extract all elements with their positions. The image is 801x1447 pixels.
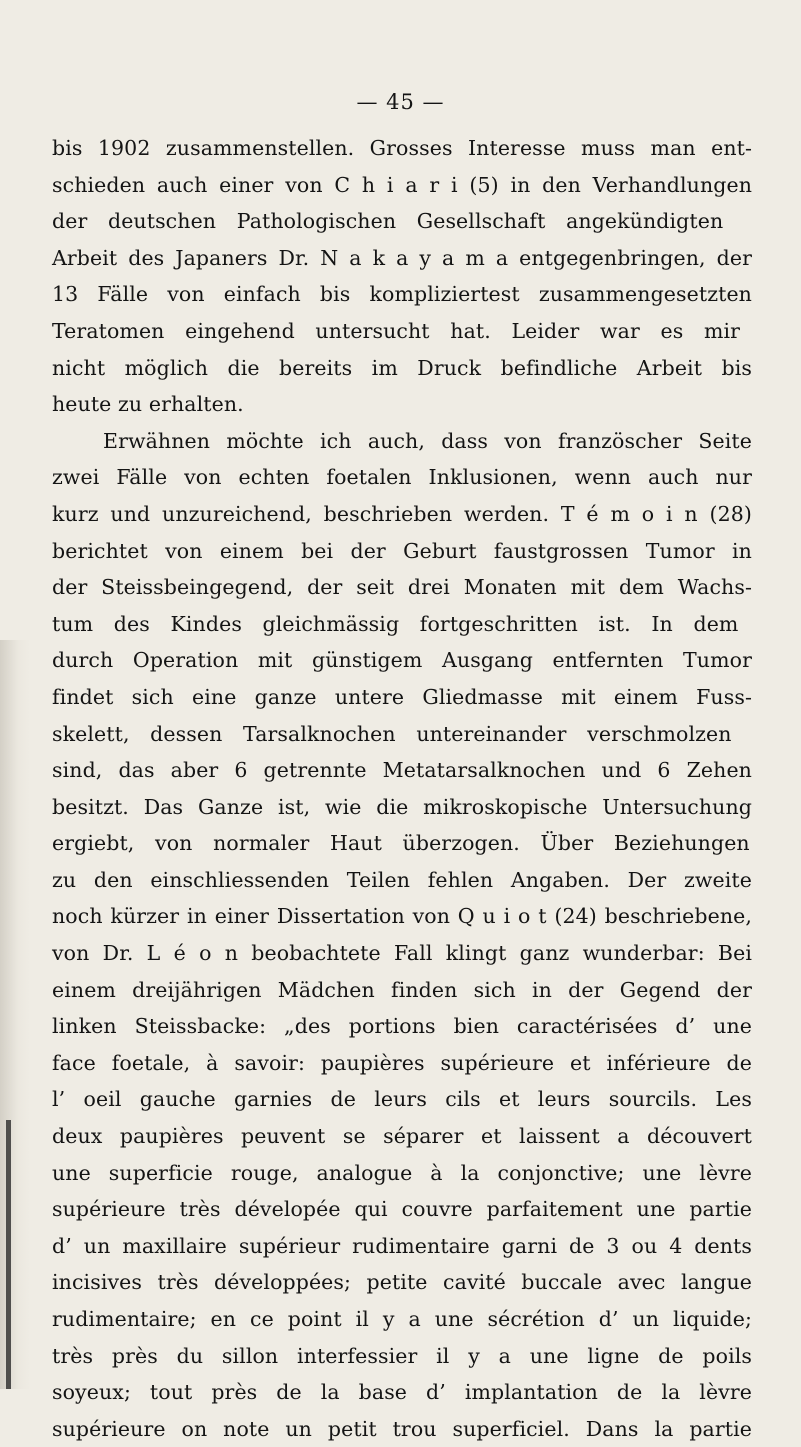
text-line: einem dreijährigen Mädchen finden sich in der Gegend der — [52, 977, 752, 1002]
text-line: zwei Fälle von echten foetalen Inklusionen, wenn auch nur — [52, 465, 752, 490]
text-line: deux paupières peuvent se séparer et laissent a découvert — [52, 1124, 752, 1149]
page-number: — 45 — — [356, 90, 445, 114]
text-line: face foetale, à savoir: paupières supérieure et inférieure de — [52, 1050, 752, 1075]
text-line: bis 1902 zusammenstellen. Grosses Interesse muss man ent- — [52, 136, 752, 160]
text-line: une superficie rouge, analogue à la conjonctive; une lèvre — [52, 1160, 752, 1185]
scan-shadow-edge — [0, 640, 30, 1389]
text-line: supérieure on note un petit trou superficiel. Dans la partie — [52, 1416, 752, 1441]
scan-binding-edge — [6, 1120, 11, 1389]
text-line: skelett, dessen Tarsalknochen untereinander verschmolzen — [52, 721, 732, 746]
body-text — [52, 130, 752, 1447]
text-line: kurz und unzureichend, beschrieben werden. T é m o i n (28) — [52, 501, 752, 526]
text-line: Erwähnen möchte ich auch, dass von französcher Seite — [103, 428, 752, 453]
text-line: supérieure très dévelopée qui couvre parfaitement une partie — [52, 1197, 752, 1222]
text-line: tum des Kindes gleichmässig fortgeschritten ist. In dem — [52, 611, 739, 636]
text-line: besitzt. Das Ganze ist, wie die mikroskopische Untersuchung — [52, 794, 752, 819]
text-line: linken Steissbacke: „des portions bien caractérisées d’ une — [52, 1014, 752, 1039]
text-line: sind, das aber 6 getrennte Metatarsalknochen und 6 Zehen — [52, 758, 752, 783]
text-line: der Steissbeingegend, der seit drei Monaten mit dem Wachs- — [52, 575, 752, 600]
text-line: très près du sillon interfessier il y a une ligne de poils — [52, 1343, 752, 1368]
text-line: findet sich eine ganze untere Gliedmasse mit einem Fuss- — [52, 684, 752, 709]
text-line: von Dr. L é o n beobachtete Fall klingt ganz wunderbar: Bei — [52, 941, 752, 966]
text-line: der deutschen Pathologischen Gesellschaft angekündigten — [52, 209, 724, 234]
text-line: heute zu erhalten. — [52, 392, 244, 417]
text-line: rudimentaire; en ce point il y a une sécrétion d’ un liquide; — [52, 1307, 752, 1331]
text-line: schieden auch einer von C h i a r i (5) in den Verhandlungen — [52, 172, 752, 197]
text-line: soyeux; tout près de la base d’ implantation de la lèvre — [52, 1380, 752, 1405]
text-line: 13 Fälle von einfach bis kompliziertest zusammengesetzten — [52, 282, 752, 307]
text-line: incisives très développées; petite cavité buccale avec langue — [52, 1270, 752, 1295]
text-line: noch kürzer in einer Dissertation von Q u i o t (24) beschriebene, — [52, 904, 752, 929]
text-line: l’ oeil gauche garnies de leurs cils et leurs sourcils. Les — [52, 1087, 752, 1112]
text-line: nicht möglich die bereits im Druck befindliche Arbeit bis — [52, 355, 752, 380]
text-line: zu den einschliessenden Teilen fehlen Angaben. Der zweite — [52, 867, 752, 892]
text-line: Arbeit des Japaners Dr. N a k a y a m a entgegenbringen, der — [52, 245, 752, 270]
text-line: ergiebt, von normaler Haut überzogen. Über Beziehungen — [52, 831, 750, 856]
text-line: durch Operation mit günstigem Ausgang entfernten Tumor — [52, 648, 752, 673]
text-line: d’ un maxillaire supérieur rudimentaire garni de 3 ou 4 dents — [52, 1233, 752, 1258]
text-line: Teratomen eingehend untersucht hat. Leider war es mir — [52, 318, 741, 343]
text-line: berichtet von einem bei der Geburt faustgrossen Tumor in — [52, 538, 752, 563]
